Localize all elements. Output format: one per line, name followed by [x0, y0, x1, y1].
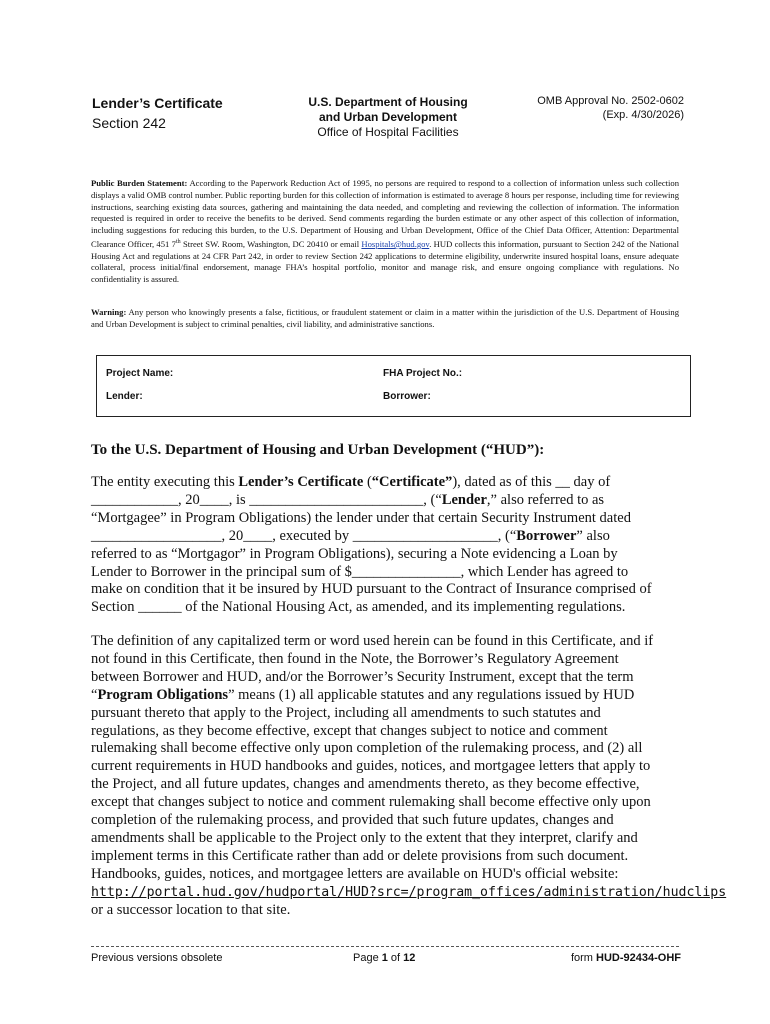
text-run: of: [387, 952, 404, 964]
term-program-obligations: Program Obligations: [97, 686, 229, 703]
para1-line: referred to as “Mortgagor” in Program Obligations), securing a Note evidencing a Loan by: [91, 545, 618, 562]
omb-approval-block: [490, 94, 684, 122]
footer-obsolete-note: Previous versions obsolete: [91, 952, 223, 964]
para1-line: make on condition that it be insured by HUD pursuant to the Contract of Insurance comprised of: [91, 581, 652, 598]
burden-superscript: th: [175, 238, 181, 245]
form-number: [571, 951, 681, 965]
current-page: 1: [381, 952, 388, 964]
definitions-paragraph: [91, 633, 727, 920]
certificate-intro-paragraph: [91, 474, 683, 617]
warning-statement: [91, 307, 679, 331]
text-run: The entity executing this: [91, 474, 239, 490]
para2-line: The definition of any capitalized term or word used herein can be found in this Certificate, and if: [91, 633, 654, 649]
omb-expiration: (Exp. 4/30/2026): [602, 109, 684, 121]
text-run: form: [570, 952, 597, 964]
project-info-box: [96, 355, 691, 417]
burden-text-a: According to the Paperwork Reduction Act of 1995, no persons are required to respond to a collection of information unless such collection displays a valid OMB control number. Public reporting burden for this collection of information is estimated to average 8 hours per response, including time for reviewing instructions, searching existing data sources, gathering and maintaining the data needed, and completing and reviewing the collection of information. The information requested is required in order to receive the benefits to be derived. Send comments regarding the burden estimate or any other aspect of this collection of information, including suggestions for reducing this burden, to the U.S. Department of Housing and Urban Development, Office of the Chief Data Officer, Attention: Departmental Clearance Officer, 451 7: [91, 178, 680, 249]
para2-line: not found in this Certificate, then found in the Note, the Borrower’s Regulatory Agreement: [91, 650, 619, 667]
text-run: ,” also referred to as: [486, 491, 605, 508]
warning-label: Warning:: [91, 307, 127, 317]
para2-line: [91, 687, 683, 705]
para2-line: Handbooks, guides, notices, and mortgagee letters are available on HUD's official website:: [91, 865, 619, 882]
lender-label: Lender:: [106, 391, 143, 402]
para2-line: rulemaking shall become effective only upon completion of the rulemaking process, and (2) all: [91, 740, 643, 757]
total-pages: 12: [403, 952, 416, 964]
hudclips-link[interactable]: http://portal.hud.gov/hudportal/HUD?src=/program_offices/administration/hudclips: [91, 884, 727, 900]
text-run: ), dated as of this __ day of: [452, 474, 611, 490]
term-borrower: Borrower: [516, 527, 577, 544]
para2-line: amendments shall be applicable to the Project only to the extent that they interpret, clarify and: [91, 829, 638, 846]
para1-line: [91, 474, 683, 492]
para2-line: regulations, as they become effective, except that changes subject to notice and comment: [91, 722, 608, 739]
omb-approval-number: OMB Approval No. 2502-0602: [537, 95, 684, 107]
certificate-heading: To the U.S. Department of Housing and Urban Development (“HUD”):: [91, 442, 545, 458]
para2-line: current requirements in HUD handbooks and guides, notices, and mortgagee letters that apply to: [91, 758, 651, 775]
burden-label: Public Burden Statement:: [91, 178, 188, 188]
page-number: [353, 951, 415, 965]
document-title: Lender’s Certificate: [92, 95, 223, 111]
term-lender: Lender: [441, 491, 487, 508]
para2-line: the Project, and all future updates, changes and amendments thereto, as they become effective,: [91, 776, 640, 793]
term-lenders-certificate: Lender’s Certificate: [238, 474, 364, 490]
email-link[interactable]: Hospitals@hud.gov: [361, 238, 430, 249]
form-id: HUD-92434-OHF: [596, 952, 681, 964]
para1-line: [91, 492, 683, 510]
para1-line: “Mortgagee” in Program Obligations) the lender under that certain Security Instrument dated: [91, 509, 631, 526]
text-run: __________________, 20____, executed by ____________________, (“: [91, 527, 517, 544]
agency-office: Office of Hospital Facilities: [317, 125, 459, 139]
text-run: (: [363, 474, 372, 490]
para2-line: between Borrower and HUD, and/or the Borrower’s Security Instrument, except that the term: [91, 668, 634, 685]
project-name-label: Project Name:: [106, 368, 174, 379]
text-run: ” also: [576, 527, 610, 544]
text-run: Page: [353, 952, 382, 964]
agency-block: [290, 95, 486, 140]
agency-name-line1: U.S. Department of Housing: [308, 95, 468, 109]
para2-line: implement terms in this Certificate rather than add or delete provisions from such document.: [91, 847, 629, 864]
para1-line: [91, 528, 683, 546]
text-run: ____________, 20____, is ________________________, (“: [91, 491, 442, 508]
agency-name-line2: and Urban Development: [318, 110, 458, 124]
warning-text: Any person who knowingly presents a false, fictitious, or fraudulent statement or claim in a matter within the jurisdiction of the U.S. Department of Housing and Urban Development is subject to criminal penalties, civil liability, and administrative sanctions.: [91, 307, 679, 329]
para2-line: pursuant thereto that apply to the Project, including all amendments to such statutes and: [91, 704, 601, 721]
para2-line: completion of the rulemaking process, and provided that such future updates, changes and: [91, 812, 614, 829]
para2-line: or a successor location to that site.: [91, 901, 291, 918]
para2-line: except that changes subject to notice and comment rulemaking shall become effective only upon: [91, 794, 651, 811]
text-run: ” means (1) all applicable statutes and any regulations issued by HUD: [228, 686, 635, 703]
document-section: Section 242: [92, 115, 166, 131]
public-burden-statement: [91, 178, 679, 286]
burden-text-c: . HUD collects this information, pursuant to Section 242 of the National Housing Act and regulations at 24 CFR Part 242, in order to review Section 242 applications to determine eligibility, underwrite insured hospital loans, ensure adequate collateral, process initial/final endorsement, manage FHA’s hospital portfolio, monitor and manage risk, and ensure ongoing compliance with regulations. No confidentiality is assured.: [91, 238, 679, 285]
term-certificate: “Certificate”: [371, 474, 453, 490]
burden-text-b: Street SW. Room, Washington, DC 20410 or email: [180, 238, 362, 249]
document-title-block: [92, 94, 282, 132]
para1-line: Section ______ of the National Housing Act, as amended, and its implementing regulations.: [91, 599, 626, 616]
fha-project-number-label: FHA Project No.:: [383, 368, 463, 379]
para1-line: Lender to Borrower in the principal sum of $_______________, which Lender has agreed to: [91, 563, 629, 580]
borrower-label: Borrower:: [383, 391, 431, 402]
text-run: “: [91, 686, 98, 703]
footer-divider: [91, 946, 679, 947]
